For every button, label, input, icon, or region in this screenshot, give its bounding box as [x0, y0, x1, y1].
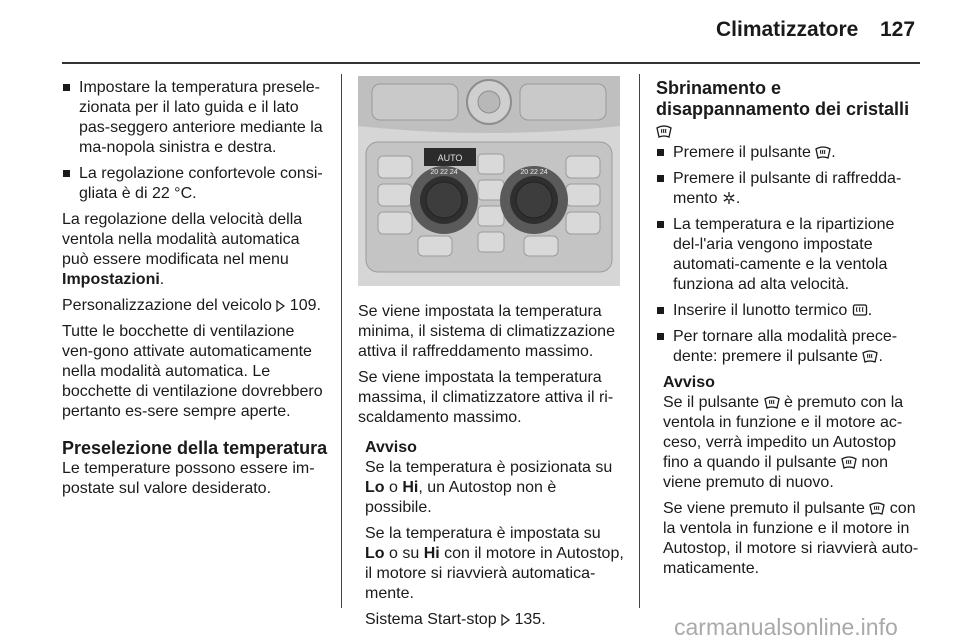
climate-panel-photo: [358, 76, 620, 286]
right-knob-scale: 20 22 24: [520, 169, 548, 176]
note-box: [656, 373, 922, 579]
bullet-square: [657, 149, 664, 156]
bullet-square: [63, 170, 70, 177]
paragraph: [62, 296, 328, 316]
paragraph: Se viene impostata la temperatura massima, il climatizzatore attiva il ri-scaldamento massimo.: [358, 369, 614, 426]
climate-panel-illustration: [358, 76, 620, 286]
note-title: Avviso: [663, 374, 715, 391]
list-item: [656, 143, 922, 163]
list-item: [656, 169, 922, 209]
lo-label: Lo: [365, 479, 385, 496]
note-box: [358, 438, 624, 630]
auto-display-label: AUTO: [437, 153, 463, 163]
text: Personalizzazione del veicolo: [62, 297, 277, 314]
bullet-square: [657, 221, 664, 228]
page-ref[interactable]: 109.: [289, 297, 321, 314]
page-number: 127: [880, 18, 916, 41]
bullet-square: [657, 307, 664, 314]
triangle-ref-icon: [501, 614, 510, 626]
windscreen-defrost-icon: [862, 349, 878, 363]
text: Se la temperatura è impostata su: [365, 525, 601, 542]
paragraph: [365, 524, 624, 604]
text: .: [735, 190, 741, 207]
text: , un Autostop non è possibile.: [365, 479, 557, 516]
text: non viene premuto di nuovo.: [663, 454, 889, 491]
text: è premuto con la ventola in funzione e il motore ac-ceso, verrà impedito un Autostop fino a quando il pulsante: [663, 394, 904, 471]
text: Inserire il lunotto termico: [673, 302, 852, 319]
menu-name: Impostazioni: [62, 271, 160, 288]
text: con la ventola in funzione e il motore in Autostop, il motore si riavvierà auto-maticamente.: [663, 500, 919, 577]
text: La regolazione della velocità della ventola nella modalità automatica può essere modificata nel menu: [62, 211, 303, 268]
paragraph: [365, 458, 624, 518]
text: Sistema Start-stop: [365, 611, 502, 628]
paragraph: Se viene impostata la temperatura minima, il sistema di climatizzazione attiva il raffreddamento massimo.: [358, 303, 615, 360]
text: con il motore in Autostop, il motore si riavvierà automatica-mente.: [365, 545, 624, 602]
text: .: [867, 302, 873, 319]
snowflake-icon: [722, 191, 736, 205]
windscreen-defrost-icon: [869, 501, 885, 515]
triangle-ref-icon: [276, 300, 285, 312]
text: .: [159, 271, 165, 288]
bullet-square: [657, 333, 664, 340]
column-divider-2: [639, 74, 640, 608]
column-2: [358, 302, 624, 636]
windscreen-defrost-icon: [656, 124, 672, 138]
text: Premere il pulsante: [673, 144, 816, 161]
watermark: carmanualsonline.info: [674, 614, 898, 640]
text: Per tornare alla modalità prece-dente: premere il pulsante: [673, 328, 898, 365]
list-item: [656, 215, 922, 295]
hi-label: Hi: [402, 479, 419, 496]
list-item: [656, 301, 922, 321]
page-ref[interactable]: 135.: [514, 611, 546, 628]
list-item: [62, 78, 328, 158]
text: Se il pulsante: [663, 394, 764, 411]
column-1: [62, 78, 328, 505]
text: .: [831, 144, 836, 161]
header-rule: [62, 62, 920, 64]
text: Premere il pulsante di raffredda-mento: [673, 170, 902, 207]
list-item: [656, 327, 922, 367]
text: Se la temperatura è posizionata su: [365, 459, 613, 476]
column-3: [656, 78, 922, 585]
list-item-text: Impostare la temperatura presele-zionata per il lato guida e il lato pas-seggero anteriore mediante la ma-nopola sinistra e destra.: [79, 79, 323, 156]
list-item: [62, 164, 328, 204]
paragraph: [62, 210, 328, 290]
heading-text: Sbrinamento e disappannamento dei cristalli: [656, 78, 910, 119]
windscreen-defrost-icon: [841, 455, 857, 469]
left-knob-scale: 20 22 24: [430, 169, 458, 176]
lo-label: Lo: [365, 545, 385, 562]
paragraph: [365, 610, 624, 630]
windscreen-defrost-icon: [815, 145, 831, 159]
text: o: [384, 479, 403, 496]
paragraph: Le temperature possono essere im-postate sul valore desiderato.: [62, 460, 315, 497]
text: o su: [384, 545, 424, 562]
list-item-text: La regolazione confortevole consi-gliata è di 22 °C.: [79, 165, 323, 202]
paragraph: Tutte le bocchette di ventilazione ven-gono attivate automaticamente nella modalità automatica. Le bocchette di ventilazione dovrebbero pertanto es-sere sempre aperte.: [62, 323, 323, 420]
text: .: [878, 348, 883, 365]
section-heading: [656, 78, 922, 141]
windscreen-defrost-icon: [764, 395, 780, 409]
text: La temperatura e la ripartizione del-l'aria vengono impostate automati-camente e la ventola funziona ad alta velocità.: [673, 216, 895, 293]
text: Se viene premuto il pulsante: [663, 500, 870, 517]
paragraph: [663, 499, 922, 579]
note-title: Avviso: [365, 439, 417, 456]
hi-label: Hi: [423, 545, 440, 562]
bullet-square: [657, 175, 664, 182]
bullet-square: [63, 84, 70, 91]
rear-window-heating-icon: [852, 303, 868, 317]
section-heading: Preselezione della temperatura: [62, 438, 328, 458]
page-title: Climatizzatore: [716, 18, 859, 41]
column-divider-1: [341, 74, 342, 608]
paragraph: [663, 393, 922, 493]
